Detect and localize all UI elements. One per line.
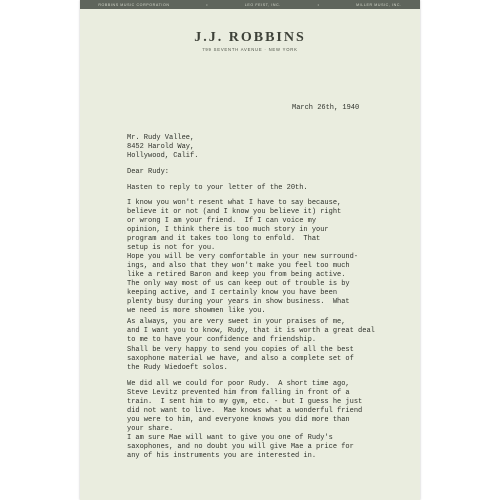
paragraph-1: Hasten to reply to your letter of the 20th. (127, 184, 308, 192)
recipient-address: Mr. Rudy Vallee, 8452 Harold Way, Hollywood, Calif. (127, 134, 199, 160)
paragraph-6: We did all we could for poor Rudy. A short time ago, Steve Levitz prevented him from falling in front of a train. I sent him to my gym, etc. - but I guess he just did not want to live. Mae knows what a wonderful friend you were to him, and everyone knows you did more than your share. (127, 380, 363, 433)
band-company-1: ROBBINS MUSIC CORPORATION (98, 2, 170, 7)
letterhead-logo: J.J. ROBBINS (194, 30, 306, 45)
paragraph-7: I am sure Mae will want to give you one of Rudy's saxophones, and no doubt you will give Mae a price for any of his instruments you are interested in. (127, 434, 354, 460)
band-separator-1: • (206, 2, 209, 7)
band-separator-2: • (317, 2, 320, 7)
paragraph-4: As always, you are very sweet in your praises of me, and I want you to know, Rudy, that it is worth a great deal to me to have your confidence and friendship. (127, 318, 375, 344)
band-company-2: LEO FEIST, INC. (244, 2, 281, 7)
band-company-3: MILLER MUSIC, INC. (356, 2, 402, 7)
letterhead-band (80, 0, 420, 9)
letter-date: March 26th, 1940 (292, 104, 360, 112)
paragraph-5: Shall be very happy to send you copies of all the best saxophone material we have, and also a complete set of the Rudy Wiedoeft solos. (127, 346, 354, 372)
salutation: Dear Rudy: (127, 168, 170, 176)
letter-page (80, 0, 420, 500)
letterhead-address: 799 SEVENTH AVENUE · NEW YORK (202, 47, 298, 52)
paragraph-2: I know you won't resent what I have to say because, believe it or not (and I know you believe it) right or wrong I am your friend. If I can voice my opinion, I think there is too much story in your program and it takes too long to enfold. That setup is not for you. (127, 199, 342, 252)
paragraph-3: Hope you will be very comfortable in your new surround- ings, and also that they won't make you feel too much like a retired Baron and keep you from being active. The only way most of us can keep out of trouble is by keeping active, and I certainly know you have been plenty busy during your years in show business. What we need is more showmen like you. (127, 253, 359, 315)
